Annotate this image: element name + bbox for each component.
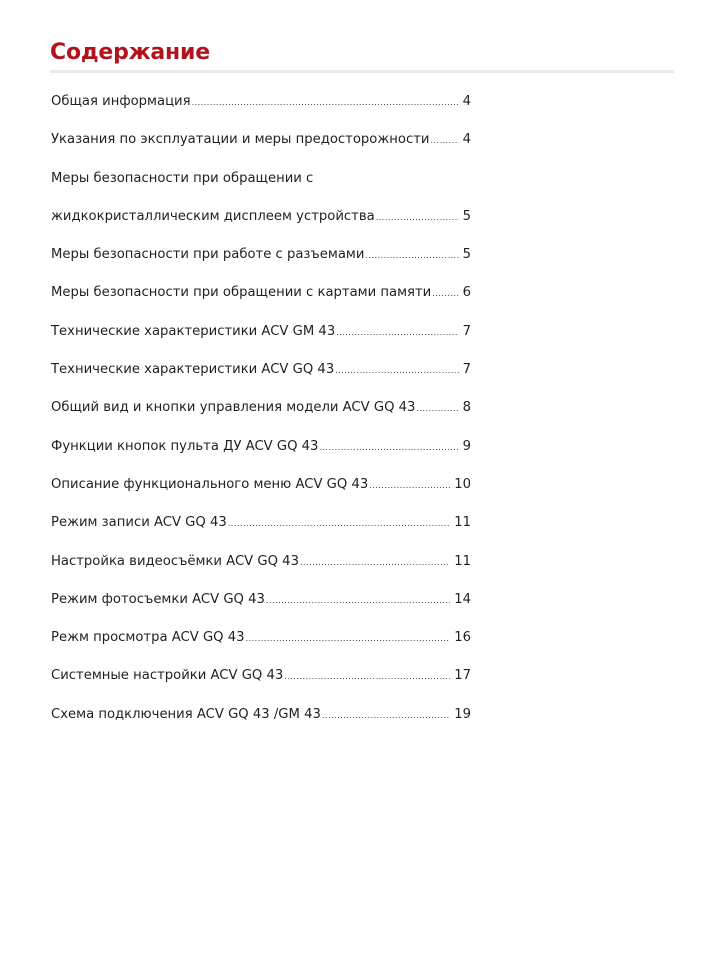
toc-entry[interactable] xyxy=(51,590,471,628)
toc-page-number: 19 xyxy=(454,706,471,722)
toc-entry-title: Общая информация xyxy=(51,94,191,109)
toc-dot-leader xyxy=(416,398,458,419)
toc-page-number: 4 xyxy=(462,94,471,109)
toc-entry[interactable] xyxy=(51,130,471,168)
toc-entry[interactable] xyxy=(51,169,471,207)
toc-entry-title: Функции кнопок пульта ДУ ACV GQ 43 xyxy=(51,438,319,454)
toc-entry-title: Описание функционального меню ACV GQ 43 xyxy=(51,476,369,492)
toc-page-number: 17 xyxy=(454,668,471,684)
page-title: Содержание xyxy=(50,40,210,65)
toc-entry[interactable] xyxy=(51,283,471,321)
toc-entry-title: Меры безопасности при обращении с xyxy=(51,170,314,186)
toc-page-number: 9 xyxy=(462,438,471,454)
toc-dot-leader xyxy=(192,92,459,113)
toc-entry-title: Режим записи ACV GQ 43 xyxy=(51,515,227,531)
toc-dot-leader xyxy=(266,590,450,611)
title-divider xyxy=(50,70,674,73)
toc-page-number: 11 xyxy=(454,553,471,569)
toc-page-number: 7 xyxy=(462,323,471,339)
toc-page-number: 4 xyxy=(462,132,471,148)
toc-dot-leader xyxy=(432,283,458,304)
toc-entry[interactable] xyxy=(51,552,471,590)
toc-dot-leader xyxy=(369,475,450,496)
toc-page-number: 5 xyxy=(462,208,471,224)
toc-entry-title: Технические характеристики ACV GM 43 xyxy=(51,323,336,339)
toc-dot-leader xyxy=(284,666,450,687)
toc-dot-leader xyxy=(365,245,458,266)
toc-entry[interactable] xyxy=(51,475,471,513)
toc-dot-leader xyxy=(319,437,458,458)
toc-page-number: 11 xyxy=(454,515,471,531)
toc-entry-title: Схема подключения ACV GQ 43 /GM 43 xyxy=(51,706,321,722)
toc-dot-leader xyxy=(300,552,450,573)
toc-dot-leader xyxy=(228,513,450,534)
toc-entry-title: Режим фотосъемки ACV GQ 43 xyxy=(51,591,265,607)
toc-entry[interactable] xyxy=(51,666,471,704)
table-of-contents xyxy=(51,92,471,743)
toc-entry[interactable] xyxy=(51,628,471,666)
toc-page-number: 10 xyxy=(454,476,471,492)
toc-entry[interactable] xyxy=(51,360,471,398)
toc-entry[interactable] xyxy=(51,207,471,245)
toc-entry-title: Общий вид и кнопки управления модели ACV GQ 43 xyxy=(51,400,416,416)
toc-entry[interactable] xyxy=(51,398,471,436)
toc-page-number: 6 xyxy=(462,285,471,301)
toc-entry-title: Меры безопасности при работе с разъемами xyxy=(51,247,365,263)
toc-page-number: 14 xyxy=(454,591,471,607)
toc-dot-leader xyxy=(335,360,458,381)
toc-dot-leader xyxy=(336,322,458,343)
toc-entry-title: Режм просмотра ACV GQ 43 xyxy=(51,630,245,646)
toc-entry[interactable] xyxy=(51,322,471,360)
toc-dot-leader xyxy=(246,628,451,649)
toc-page-number: 5 xyxy=(462,247,471,263)
toc-entry[interactable] xyxy=(51,92,471,130)
toc-dot-leader xyxy=(376,207,459,228)
toc-page-number: 16 xyxy=(454,630,471,646)
toc-entry-title: Меры безопасности при обращении с картами памяти xyxy=(51,285,432,301)
toc-dot-leader xyxy=(430,130,458,151)
toc-entry[interactable] xyxy=(51,705,471,743)
toc-dot-leader xyxy=(322,705,450,726)
toc-entry[interactable] xyxy=(51,513,471,551)
toc-entry-title: жидкокристаллическим дисплеем устройства xyxy=(51,208,375,224)
toc-page-number: 7 xyxy=(462,362,471,378)
toc-entry[interactable] xyxy=(51,437,471,475)
toc-entry-title: Системные настройки ACV GQ 43 xyxy=(51,668,284,684)
toc-entry-title: Указания по эксплуатации и меры предосторожности xyxy=(51,132,430,148)
toc-entry-title: Настройка видеосъёмки ACV GQ 43 xyxy=(51,553,299,569)
toc-entry-title: Технические характеристики ACV GQ 43 xyxy=(51,362,335,378)
toc-page-number: 8 xyxy=(462,400,471,416)
toc-entry[interactable] xyxy=(51,245,471,283)
